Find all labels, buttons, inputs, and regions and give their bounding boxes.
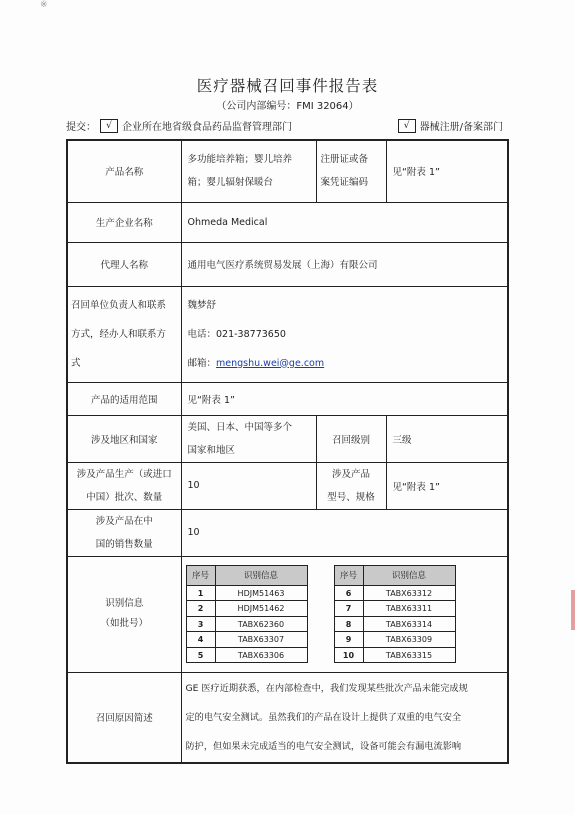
row-id: TABX63315	[363, 647, 455, 663]
product-name-line: 多功能培养箱；婴儿培养	[187, 154, 293, 166]
contact-label-line: 方式，经办人和联系方	[71, 328, 167, 340]
row-no: 7	[334, 601, 363, 617]
region-value	[181, 415, 316, 462]
scope-label: 产品的适用范围	[67, 382, 181, 415]
col-no-header: 序号	[334, 565, 363, 585]
row-agent	[67, 242, 508, 286]
contact-email-row	[188, 349, 502, 378]
contact-email-label: 邮箱：	[187, 357, 217, 369]
model-label	[316, 462, 386, 509]
table-row	[334, 632, 455, 648]
china-sales-label-line: 国的销售数量	[95, 538, 153, 550]
ident-label-line: 识别信息	[105, 598, 144, 609]
row-batches	[67, 462, 508, 509]
contact-label	[67, 286, 181, 382]
submit-left-label: 企业所在地省级食品药品监督管理部门	[122, 122, 292, 133]
region-line: 美国、日本、中国等多个	[187, 421, 293, 433]
table-row	[186, 585, 307, 601]
ident-header-row	[186, 565, 307, 585]
contact-phone: 电话：021-38773650	[187, 328, 286, 340]
row-id: TABX63311	[363, 601, 455, 617]
china-sales-value: 10	[181, 509, 508, 556]
table-row	[334, 616, 455, 632]
table-row	[186, 647, 307, 663]
row-no: 8	[334, 616, 363, 632]
ident-label-line: （如批号）	[100, 618, 148, 629]
china-sales-label-line: 涉及产品在中	[95, 515, 153, 527]
row-no: 9	[334, 632, 363, 648]
row-no: 6	[334, 585, 363, 601]
reason-label: 召回原因简述	[67, 672, 181, 763]
table-row	[334, 647, 455, 663]
recall-form-table	[66, 139, 509, 764]
batches-value: 10	[181, 462, 316, 509]
table-row	[186, 616, 307, 632]
ident-label	[67, 556, 181, 672]
corner-mark: ※	[40, 0, 48, 10]
row-china-sales	[67, 509, 508, 556]
submit-row	[66, 118, 503, 134]
contact-email-link[interactable]: mengshu.wei@ge.com	[216, 357, 325, 369]
row-no: 3	[186, 616, 215, 632]
submit-right	[394, 118, 503, 133]
reason-line: 防护，但如果未完成适当的电气安全测试，设备可能会有漏电流影响	[185, 740, 462, 752]
agent-value: 通用电气医疗系统贸易发展（上海）有限公司	[181, 242, 508, 286]
row-id: TABX63309	[363, 632, 455, 648]
contact-label-line: 召回单位负责人和联系	[71, 299, 167, 311]
agent-label: 代理人名称	[67, 242, 181, 286]
submit-prefix: 提交：	[66, 122, 96, 133]
row-product-name	[67, 140, 508, 202]
checkbox-provincial[interactable]: √	[100, 119, 118, 133]
region-label: 涉及地区和国家	[67, 415, 181, 462]
scan-edge-mark	[571, 590, 575, 630]
model-label-line: 涉及产品	[331, 468, 370, 480]
row-no: 4	[186, 632, 215, 648]
level-label: 召回级别	[316, 415, 386, 462]
row-no: 10	[334, 647, 363, 663]
row-id: TABX63314	[363, 616, 455, 632]
region-line: 国家和地区	[187, 444, 236, 456]
reg-label-line: 案凭证编码	[320, 177, 369, 189]
row-reason	[67, 672, 508, 763]
table-row	[334, 601, 455, 617]
col-no-header: 序号	[186, 565, 215, 585]
contact-label-line: 式	[71, 357, 81, 369]
ident-header-row	[334, 565, 455, 585]
row-scope	[67, 382, 508, 415]
row-id: TABX62360	[215, 616, 307, 632]
col-info-header: 识别信息	[363, 565, 455, 585]
document-subtitle: （公司内部编号：FMI 32064）	[216, 101, 359, 112]
row-no: 1	[186, 585, 215, 601]
ident-tables	[186, 565, 504, 664]
reason-value	[181, 672, 508, 763]
china-sales-label	[67, 509, 181, 556]
row-id: TABX63312	[363, 585, 455, 601]
ident-value	[181, 556, 508, 672]
batches-label	[67, 462, 181, 509]
row-id: HDJM51462	[215, 601, 307, 617]
reg-value: 见“附表 1”	[386, 140, 508, 202]
row-no: 2	[186, 601, 215, 617]
table-row	[186, 632, 307, 648]
contact-value	[181, 286, 508, 382]
manufacturer-label: 生产企业名称	[67, 202, 181, 242]
batches-label-line: 中国）批次、数量	[86, 491, 163, 503]
manufacturer-value: Ohmeda Medical	[181, 202, 508, 242]
row-region	[67, 415, 508, 462]
row-id: TABX63307	[215, 632, 307, 648]
row-identification	[67, 556, 508, 672]
row-contact	[67, 286, 508, 382]
reg-label	[316, 140, 386, 202]
row-no: 5	[186, 647, 215, 663]
row-id: TABX63306	[215, 647, 307, 663]
scope-value: 见“附表 1”	[181, 382, 508, 415]
reason-line: 定的电气安全测试。虽然我们的产品在设计上提供了双重的电气安全	[185, 711, 462, 723]
col-info-header: 识别信息	[215, 565, 307, 585]
product-name-value	[181, 140, 316, 202]
contact-name: 魏梦舒	[187, 299, 217, 311]
model-label-line: 型号、规格	[327, 491, 375, 503]
document-title: 医疗器械召回事件报告表	[196, 77, 379, 95]
product-name-line: 箱；婴儿辐射保暖台	[187, 177, 274, 189]
batches-label-line: 涉及产品生产（或进口	[76, 468, 172, 480]
reason-line: GE 医疗近期获悉，在内部检查中，我们发现某些批次产品未能完成规	[185, 682, 468, 694]
table-row	[186, 601, 307, 617]
table-row	[334, 585, 455, 601]
ident-table-right	[334, 565, 456, 664]
row-manufacturer	[67, 202, 508, 242]
submit-right-label: 器械注册/备案部门	[419, 122, 503, 133]
checkbox-registration[interactable]: √	[398, 119, 416, 133]
submit-left	[66, 118, 292, 133]
level-value: 三级	[386, 415, 508, 462]
reg-label-line: 注册证或备	[320, 154, 369, 166]
product-name-label: 产品名称	[67, 140, 181, 202]
row-id: HDJM51463	[215, 585, 307, 601]
ident-table-left	[186, 565, 308, 664]
model-value: 见“附表 1”	[386, 462, 508, 509]
